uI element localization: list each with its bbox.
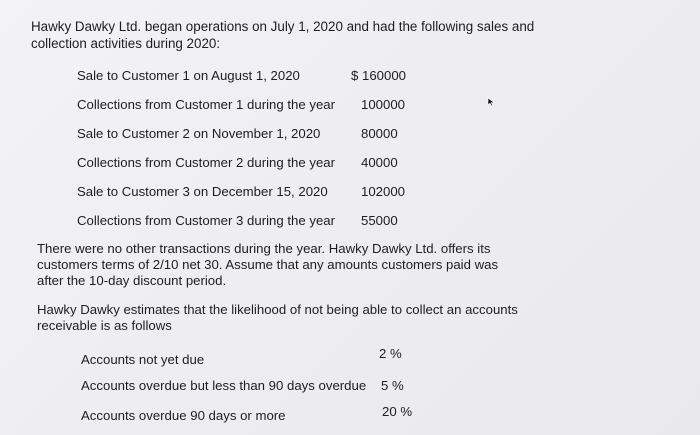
- transaction-amount: 55000: [361, 213, 398, 228]
- intro-text: Hawky Dawky Ltd. began operations on July 1, 2020 and had the following sales and collection activities during 2020:: [31, 19, 535, 51]
- rate-percent: 2 %: [379, 346, 402, 361]
- terms-paragraph: There were no other transactions during the year. Hawky Dawky Ltd. offers its customers terms of 2/10 net 30. Assume that any amounts customers paid was after the 10-day discount period.: [37, 241, 499, 288]
- transaction-label: Collections from Customer 1 during the year: [77, 97, 335, 112]
- transaction-label: Collections from Customer 3 during the year: [77, 213, 335, 228]
- rate-label: Accounts overdue 90 days or more: [81, 408, 286, 423]
- transaction-label: Sale to Customer 2 on November 1, 2020: [77, 126, 321, 141]
- rate-percent: 5 %: [381, 378, 404, 393]
- estimate-paragraph: Hawky Dawky estimates that the likelihood of not being able to collect an accounts receivable is as follows: [37, 302, 518, 333]
- transaction-amount: 80000: [361, 126, 398, 141]
- rate-label: Accounts overdue but less than 90 days overdue: [81, 378, 367, 393]
- transaction-amount: 100000: [361, 97, 406, 112]
- transaction-amount: 102000: [361, 184, 406, 199]
- transaction-label: Sale to Customer 3 on December 15, 2020: [77, 184, 328, 199]
- rate-percent: 20 %: [382, 404, 413, 419]
- transaction-label: Collections from Customer 2 during the year: [77, 155, 335, 170]
- transaction-amount: 40000: [361, 155, 398, 170]
- mouse-cursor-icon: [486, 97, 496, 107]
- rate-label: Accounts not yet due: [81, 352, 205, 367]
- transaction-label: Sale to Customer 1 on August 1, 2020: [77, 68, 300, 83]
- transaction-amount: $ 160000: [351, 68, 407, 83]
